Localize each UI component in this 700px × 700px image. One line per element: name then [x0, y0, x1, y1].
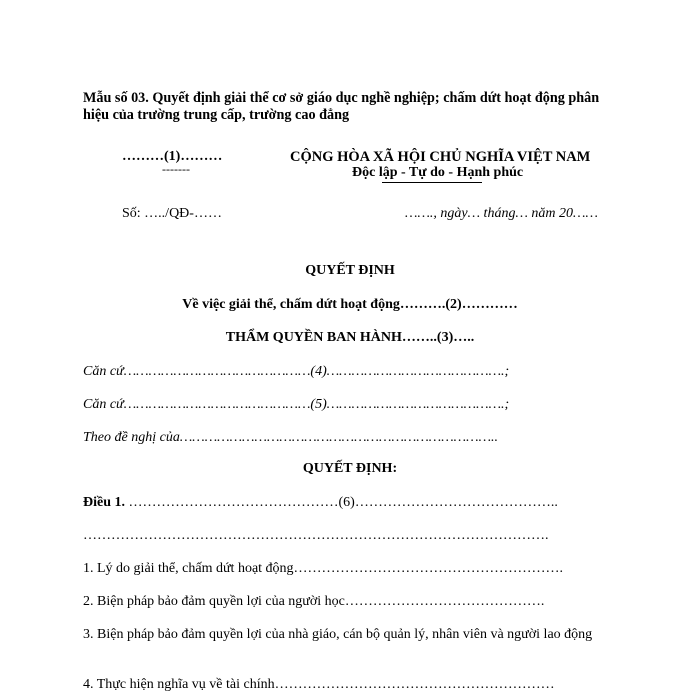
form-title: Mẫu số 03. Quyết định giải thể cơ sở giáo dục nghề nghiệp; chấm dứt hoạt động phân hiệu của trường trung cấp, trường cao đẳng — [83, 90, 600, 123]
basis-line: Theo đề nghị của………………………………………………………………….. — [83, 430, 499, 445]
article-1-label: Điều 1. — [83, 495, 125, 510]
national-motto: Độc lập - Tự do - Hạnh phúc — [352, 165, 524, 180]
date-line: ……., ngày… tháng… năm 20…… — [405, 206, 598, 221]
nation-name: CỘNG HÒA XÃ HỘI CHỦ NGHĨA VIỆT NAM — [290, 149, 591, 165]
issuing-authority: THẨM QUYỀN BAN HÀNH……..(3)….. — [225, 330, 475, 345]
document-number: Số: …../QĐ-…… — [122, 206, 222, 221]
decision-heading: QUYẾT ĐỊNH — [305, 263, 395, 278]
org-placeholder: ………(1)……… — [122, 149, 223, 164]
article-1 — [83, 495, 558, 511]
decides-heading: QUYẾT ĐỊNH: — [302, 461, 398, 476]
list-item: 1. Lý do giải thể, chấm dứt hoạt động…………………………………………………. — [83, 561, 564, 576]
decision-subject: Về việc giải thể, chấm dứt hoạt động……….(2)………… — [182, 297, 518, 312]
list-item: 4. Thực hiện nghĩa vụ về tài chính…………………………………………………… — [83, 677, 555, 692]
org-underline: ------- — [162, 162, 190, 176]
basis-line: Căn cứ………………………………………(5)…………………………………….; — [83, 397, 510, 412]
motto-underline — [382, 182, 482, 183]
list-item: 2. Biện pháp bảo đảm quyền lợi của người học……………………………………. — [83, 594, 545, 609]
basis-line: Căn cứ………………………………………(4)…………………………………….; — [83, 364, 510, 379]
list-item: 3. Biện pháp bảo đảm quyền lợi của nhà giáo, cán bộ quản lý, nhân viên và người lao động — [83, 627, 593, 642]
dotted-line: ………………………………………………………………………………………. — [83, 528, 549, 543]
article-1-text: ………………………………………(6)…………………………………….. — [125, 495, 558, 510]
